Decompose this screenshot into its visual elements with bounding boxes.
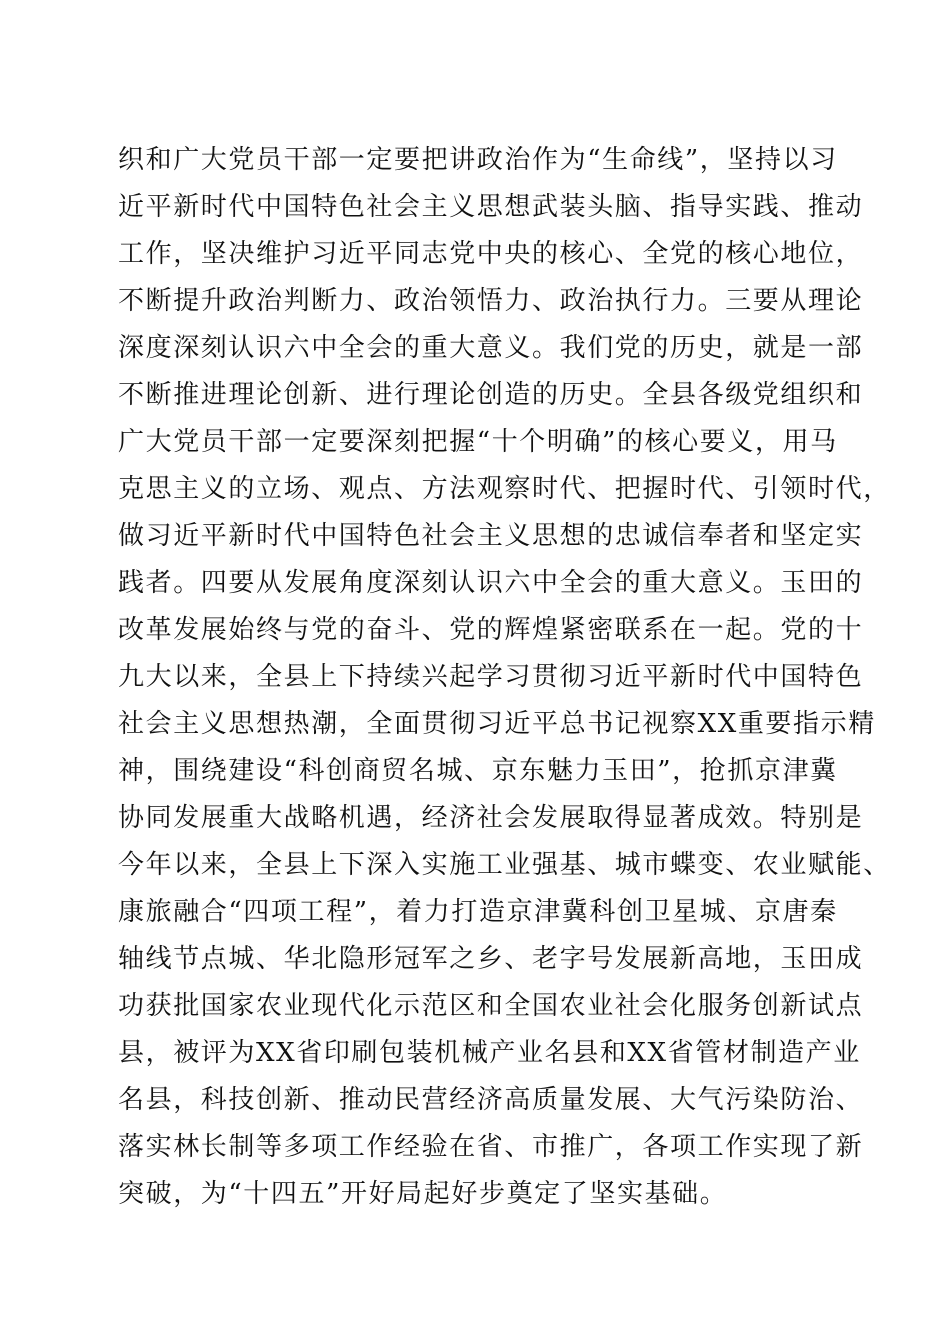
text-line: 改革发展始终与党的奋斗、党的辉煌紧密联系在一起。党的十	[118, 615, 864, 645]
text-line: 康旅融合“四项工程”，着力打造京津冀科创卫星城、京唐秦	[118, 897, 838, 927]
text-line: 九大以来，全县上下持续兴起学习贯彻习近平新时代中国特色	[118, 662, 864, 692]
text-line: 功获批国家农业现代化示范区和全国农业社会化服务创新试点	[118, 991, 864, 1021]
text-line: 今年以来，全县上下深入实施工业强基、城市蝶变、农业赋能、	[118, 850, 891, 880]
text-line: 不断推进理论创新、进行理论创造的历史。全县各级党组织和	[118, 380, 864, 410]
text-line: 不断提升政治判断力、政治领悟力、政治执行力。三要从理论	[118, 286, 864, 316]
text-line: 县，被评为XX省印刷包装机械产业名县和XX省管材制造产业	[118, 1038, 861, 1068]
text-line: 广大党员干部一定要深刻把握“十个明确”的核心要义，用马	[118, 427, 838, 457]
text-line: 深度深刻认识六中全会的重大意义。我们党的历史，就是一部	[118, 333, 864, 363]
text-line: 社会主义思想热潮，全面贯彻习近平总书记视察XX重要指示精	[118, 709, 876, 739]
text-line: 织和广大党员干部一定要把讲政治作为“生命线”，坚持以习	[118, 145, 838, 175]
text-line: 轴线节点城、华北隐形冠军之乡、老字号发展新高地，玉田成	[118, 944, 864, 974]
text-line: 做习近平新时代中国特色社会主义思想的忠诚信奉者和坚定实	[118, 521, 864, 551]
text-line: 落实林长制等多项工作经验在省、市推广，各项工作实现了新	[118, 1132, 864, 1162]
text-line: 名县，科技创新、推动民营经济高质量发展、大气污染防治、	[118, 1085, 864, 1115]
text-line: 工作，坚决维护习近平同志党中央的核心、全党的核心地位，	[118, 239, 864, 269]
text-line: 践者。四要从发展角度深刻认识六中全会的重大意义。玉田的	[118, 568, 864, 598]
text-line: 克思主义的立场、观点、方法观察时代、把握时代、引领时代，	[118, 474, 891, 504]
text-line: 神，围绕建设“科创商贸名城、京东魅力玉田”，抢抓京津冀	[118, 756, 838, 786]
text-line: 突破，为“十四五”开好局起好步奠定了坚实基础。	[118, 1179, 728, 1209]
text-line: 近平新时代中国特色社会主义思想武装头脑、指导实践、推动	[118, 192, 864, 222]
text-line: 协同发展重大战略机遇，经济社会发展取得显著成效。特别是	[118, 803, 864, 833]
body-paragraph	[118, 137, 891, 1218]
